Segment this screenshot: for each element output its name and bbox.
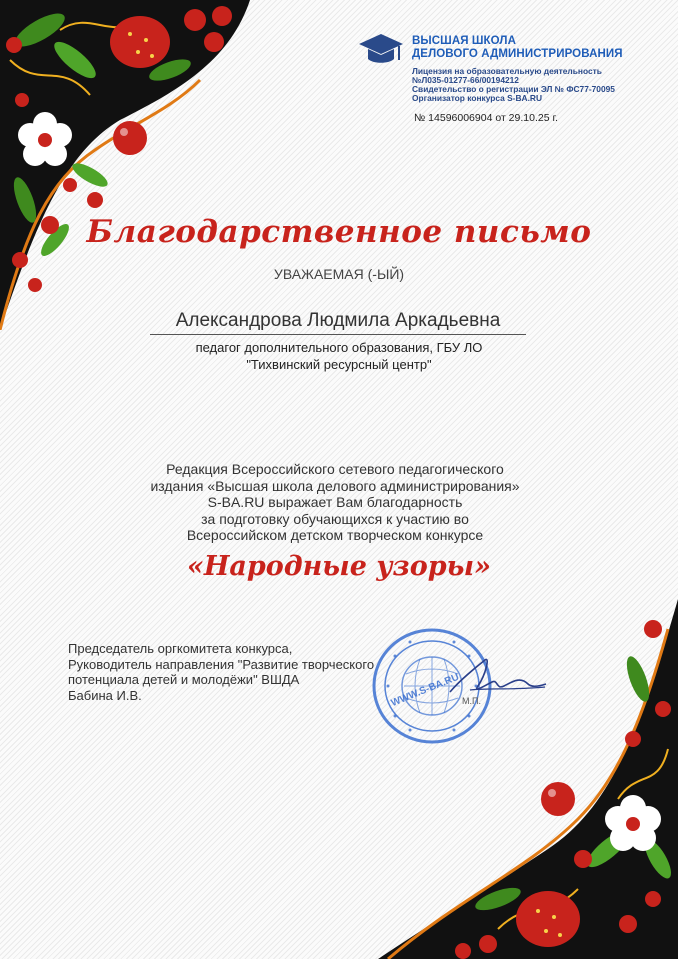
- body-line: Всероссийском детском творческом конкурсе: [186, 527, 484, 543]
- seal-place-label: М.П.: [462, 696, 481, 706]
- license-line4: Организатор конкурса S-BA.RU: [412, 93, 542, 103]
- graduation-cap-icon: [358, 32, 404, 68]
- signatory-line: потенциала детей и молодёжи" ВШДА: [68, 672, 300, 687]
- signatory-block: [68, 641, 398, 703]
- license-line2: №Л035-01277-66/00194212: [412, 75, 519, 85]
- recipient-institution: "Тихвинский ресурсный центр": [246, 357, 432, 372]
- recipient-name: Александрова Людмила Аркадьевна: [150, 310, 526, 335]
- body-line: Редакция Всероссийского сетевого педагогического: [166, 461, 504, 477]
- letter-title: Благодарственное письмо: [86, 214, 592, 250]
- contest-name: «Народные узоры»: [187, 551, 491, 582]
- handwritten-signature: [440, 650, 550, 710]
- signatory-name: Бабина И.В.: [68, 687, 142, 703]
- letter-body: [100, 461, 570, 544]
- organization-name-line2: ДЕЛОВОГО АДМИНИСТРИРОВАНИЯ: [412, 48, 623, 60]
- signatory-line: Председатель оргкомитета конкурса,: [68, 641, 293, 656]
- license-line3: Свидетельство о регистрации ЭЛ № ФС77-70095: [412, 84, 615, 94]
- stamp-text: WWW.S-BA.RU: [389, 671, 461, 710]
- signatory-line: Руководитель направления "Развитие творческого: [68, 656, 375, 672]
- license-line1: Лицензия на образовательную деятельность: [412, 66, 602, 76]
- recipient-position: педагог дополнительного образования, ГБУ ЛО: [195, 340, 483, 355]
- greeting: УВАЖАЕМАЯ (-ЫЙ): [273, 266, 405, 282]
- document-number: № 14596006904 от 29.10.25 г.: [414, 112, 558, 124]
- body-line: издания «Высшая школа делового администрирования»: [150, 477, 520, 494]
- organization-name-line1: ВЫСШАЯ ШКОЛА: [412, 35, 516, 47]
- body-line: S-BA.RU выражает Вам благодарность: [207, 494, 463, 510]
- body-line: за подготовку обучающихся к участию во: [201, 510, 469, 527]
